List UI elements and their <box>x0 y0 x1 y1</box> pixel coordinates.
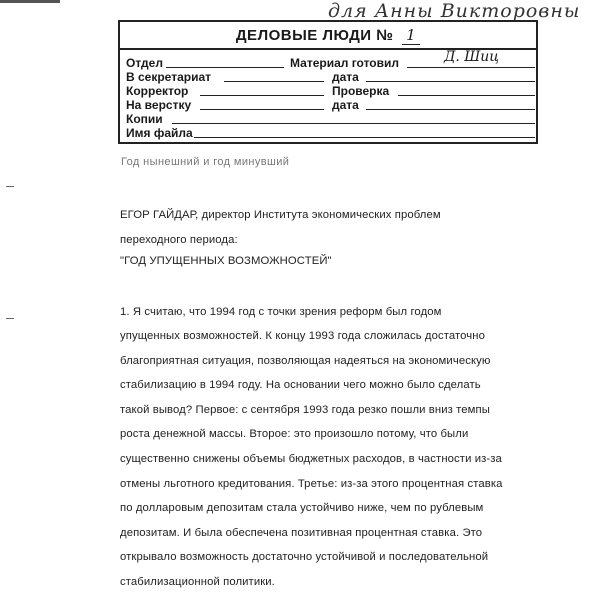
check-label: Проверка <box>332 84 390 98</box>
body-line: депозитам. И была обеспечена позитивная процентная ставка. Это <box>120 527 483 539</box>
date-field-2[interactable] <box>366 109 535 110</box>
body-line: стабилизационной политики. <box>120 576 275 588</box>
copies-field[interactable] <box>172 123 535 124</box>
check-field[interactable] <box>398 95 535 96</box>
article-title: "ГОД УПУЩЕННЫХ ВОЗМОЖНОСТЕЙ" <box>120 255 332 267</box>
form-title <box>120 26 536 45</box>
dept-label: Отдел <box>126 56 163 70</box>
dept-field[interactable] <box>166 67 284 68</box>
scan-edge-mark <box>0 0 60 3</box>
body-line: отмены льготного кредитования. Третье: из-за этого процентная ставка <box>120 478 503 490</box>
body-line: упущенных возможностей. К концу 1993 года сложилась достаточно <box>120 330 486 342</box>
filename-field[interactable] <box>194 137 535 138</box>
margin-tick <box>6 186 14 187</box>
prepared-by-signature: Д. Шиц <box>444 49 500 65</box>
form-title-number: 1 <box>402 26 420 45</box>
handwritten-note: для Анны Викторовны <box>328 0 581 22</box>
prepared-by-field[interactable] <box>407 67 535 68</box>
body-line: такой вывод? Первое: с сентября 1993 года резко пошли вниз темпы <box>120 404 490 416</box>
secretariat-field[interactable] <box>224 81 324 82</box>
faint-heading: Год нынешний и год минувший <box>121 156 290 168</box>
layout-label: На верстку <box>126 98 192 112</box>
body-line: благоприятная ситуация, позволяющая надеяться на экономическую <box>120 355 491 367</box>
secretariat-label: В секретариат <box>126 70 212 84</box>
date-field-1[interactable] <box>366 81 535 82</box>
author-line-1: ЕГОР ГАЙДАР, директор Института экономических проблем <box>120 209 441 221</box>
prepared-by-label: Материал готовил <box>290 56 400 70</box>
corrector-label: Корректор <box>126 84 189 98</box>
copies-label: Копии <box>126 112 163 126</box>
filename-label: Имя файла <box>126 126 193 140</box>
body-line: по долларовым депозитам стала устойчиво ниже, чем по рублевым <box>120 502 484 514</box>
form-title-text: ДЕЛОВЫЕ ЛЮДИ № <box>235 27 394 44</box>
routing-form <box>118 20 538 144</box>
body-line: роста денежной массы. Второе: это произошло потому, что были <box>120 428 469 440</box>
date-label-1: дата <box>332 70 359 84</box>
body-line: стабилизацию в 1994 году. На основании чего можно было сделать <box>120 379 481 391</box>
body-line: существенно снижены объемы бюджетных расходов, в частности из-за <box>120 453 502 465</box>
body-line: 1. Я считаю, что 1994 год с точки зрения реформ был годом <box>120 306 442 318</box>
layout-field[interactable] <box>200 109 324 110</box>
date-label-2: дата <box>332 98 359 112</box>
body-line: открывало возможность достаточно устойчивой и последовательной <box>120 551 489 563</box>
author-line-2: переходного периода: <box>120 234 238 246</box>
corrector-field[interactable] <box>200 95 324 96</box>
margin-tick <box>6 318 14 319</box>
